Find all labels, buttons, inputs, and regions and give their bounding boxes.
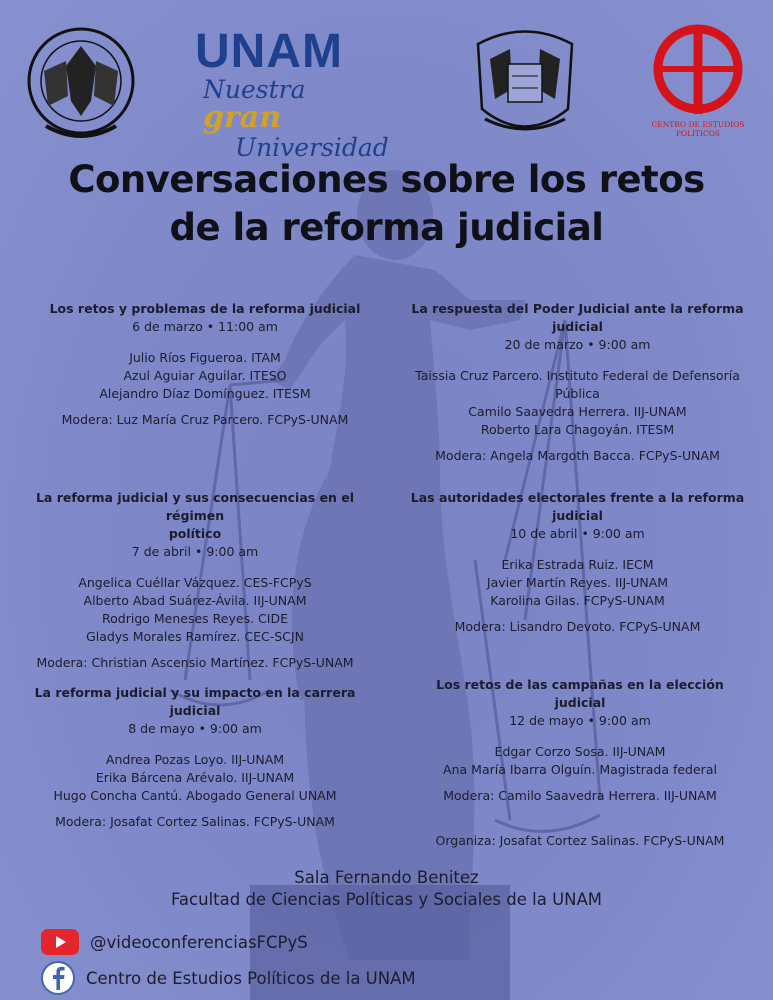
- unam-tagline-word-1: Nuestra: [203, 75, 306, 104]
- ced-logo-mark: [650, 24, 746, 116]
- session-4: [405, 489, 750, 636]
- session-2: [405, 300, 750, 465]
- session-5: [25, 684, 365, 831]
- session-date: 8 de mayo • 9:00 am: [128, 721, 262, 736]
- facebook-link[interactable]: [40, 960, 416, 996]
- venue-room: Sala Fernando Benitez: [294, 868, 479, 887]
- speaker: Azul Aguiar Aguilar. ITESO: [123, 368, 287, 383]
- facebook-page-name: Centro de Estudios Políticos de la UNAM: [86, 968, 416, 988]
- session-title-line-2: político: [168, 526, 222, 541]
- speaker: Hugo Concha Cantú. Abogado General UNAM: [53, 788, 337, 803]
- unam-seal-icon: [26, 26, 136, 144]
- session-date: 7 de abril • 9:00 am: [131, 544, 259, 559]
- moderator: Modera: Luz María Cruz Parcero. FCPyS-UNAM: [61, 412, 349, 427]
- title-line-2: de la reforma judicial: [169, 206, 604, 249]
- speaker: Alberto Abad Suárez-Ávila. IIJ-UNAM: [83, 593, 307, 608]
- youtube-handle: @videoconferenciasFCPyS: [90, 932, 308, 952]
- session-title: Los retos y problemas de la reforma judicial: [49, 301, 361, 316]
- speaker: Javier Martín Reyes. IIJ-UNAM: [486, 575, 669, 590]
- speaker: Ana María Ibarra Olguín. Magistrada federal: [443, 762, 717, 777]
- venue-faculty: Facultad de Ciencias Políticas y Sociales de la UNAM: [170, 890, 603, 909]
- speaker: Roberto Lara Chagoyán. ITESM: [480, 422, 675, 437]
- moderator: Modera: Angela Margoth Bacca. FCPyS-UNAM: [435, 448, 720, 463]
- ced-caption-line-2: POLÍTICOS: [675, 129, 721, 138]
- session-6: [420, 676, 740, 805]
- speaker: Camilo Saavedra Herrera. IIJ-UNAM: [468, 404, 687, 419]
- speaker: Julio Ríos Figueroa. ITAM: [129, 350, 281, 365]
- fcpys-seal-icon: [470, 24, 580, 139]
- facebook-icon: [40, 960, 76, 996]
- session-date: 10 de abril • 9:00 am: [510, 526, 645, 541]
- unam-tagline-word-3: Universidad: [235, 133, 389, 162]
- youtube-icon: [40, 928, 80, 956]
- moderator: Modera: Lisandro Devoto. FCPyS-UNAM: [454, 619, 701, 634]
- ced-logo: [648, 24, 748, 138]
- ced-caption-line-1: CENTRO DE ESTUDIOS: [651, 120, 745, 129]
- organizer: Organiza: Josafat Cortez Salinas. FCPyS-UNAM: [435, 833, 725, 848]
- session-title: La respuesta del Poder Judicial ante la reforma judicial: [411, 301, 744, 334]
- speaker: Alejandro Díaz Domínguez. ITESM: [99, 386, 311, 401]
- session-date: 20 de marzo • 9:00 am: [504, 337, 651, 352]
- session-3: [25, 489, 365, 672]
- speaker: Pública: [555, 386, 600, 401]
- speaker: Erika Estrada Ruiz. IECM: [501, 557, 654, 572]
- unam-brand-logo: [195, 25, 389, 162]
- speaker: Rodrigo Meneses Reyes. CIDE: [102, 611, 288, 626]
- session-title: Las autoridades electorales frente a la reforma judicial: [410, 490, 745, 523]
- title-line-1: Conversaciones sobre los retos: [68, 158, 705, 201]
- speaker: Andrea Pozas Loyo. IIJ-UNAM: [105, 752, 285, 767]
- speaker: Angelica Cuéllar Vázquez. CES-FCPyS: [78, 575, 312, 590]
- moderator: Modera: Josafat Cortez Salinas. FCPyS-UNAM: [55, 814, 335, 829]
- unam-tagline-word-2: gran: [203, 100, 282, 135]
- speaker: Erika Bárcena Arévalo. IIJ-UNAM: [95, 770, 295, 785]
- page-title: [0, 156, 773, 252]
- session-date: 12 de mayo • 9:00 am: [509, 713, 651, 728]
- speaker: Edgar Corzo Sosa. IIJ-UNAM: [494, 744, 666, 759]
- venue: [0, 867, 773, 911]
- session-title: Los retos de las campañas en la elección judicial: [436, 677, 724, 710]
- session-title-line-1: La reforma judicial y sus consecuencias en el régimen: [35, 490, 355, 523]
- session-1: [40, 300, 370, 429]
- moderator: Modera: Camilo Saavedra Herrera. IIJ-UNAM: [443, 788, 717, 803]
- speaker: Karolina Gilas. FCPyS-UNAM: [490, 593, 665, 608]
- speaker: Taissia Cruz Parcero. Instituto Federal de Defensoría: [415, 368, 740, 383]
- youtube-link[interactable]: [40, 928, 308, 956]
- unam-brand-word: UNAM: [195, 25, 343, 78]
- session-date: 6 de marzo • 11:00 am: [132, 319, 278, 334]
- speaker: Gladys Morales Ramírez. CEC-SCJN: [86, 629, 304, 644]
- session-title: La reforma judicial y su impacto en la carrera judicial: [34, 685, 356, 718]
- moderator: Modera: Christian Ascensio Martínez. FCPyS-UNAM: [36, 655, 354, 670]
